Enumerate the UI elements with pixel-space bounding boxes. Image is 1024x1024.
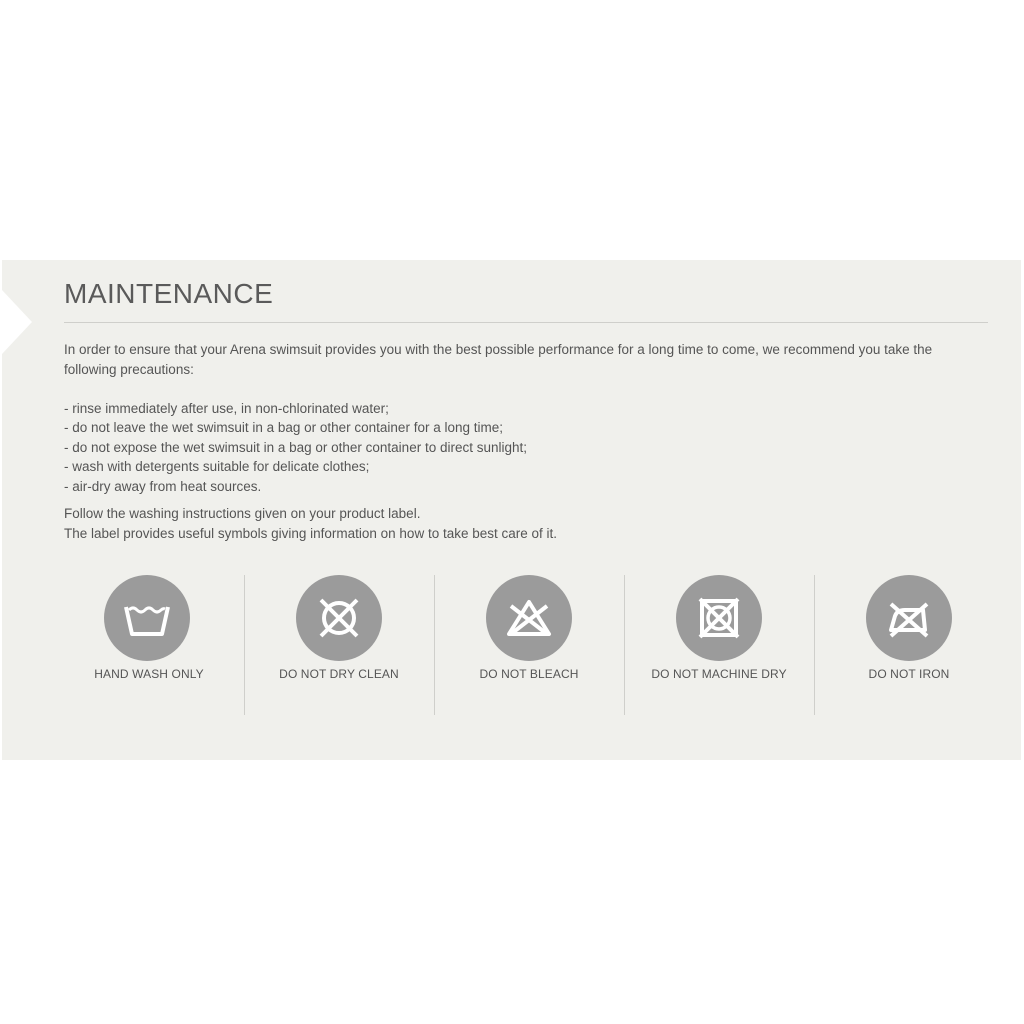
precautions-list	[64, 399, 964, 497]
symbol-label: DO NOT MACHINE DRY	[651, 667, 787, 681]
hand-wash-icon	[104, 575, 190, 661]
follow-instructions-line: Follow the washing instructions given on your product label.	[64, 506, 421, 521]
precaution-item: - do not expose the wet swimsuit in a bag or other container to direct sunlight;	[64, 439, 528, 455]
do-not-bleach-icon	[486, 575, 572, 661]
do-not-machine-dry-icon	[676, 575, 762, 661]
maintenance-text	[64, 340, 964, 543]
precaution-item: - air-dry away from heat sources.	[64, 478, 262, 494]
symbol-label: HAND WASH ONLY	[94, 667, 204, 681]
label-info-line: The label provides useful symbols giving information on how to take best care of it.	[64, 525, 558, 541]
page-title: MAINTENANCE	[64, 278, 274, 309]
precaution-item: - do not leave the wet swimsuit in a bag or other container for a long time;	[64, 420, 503, 435]
symbol-label: DO NOT BLEACH	[479, 667, 579, 681]
do-not-dry-clean-icon	[296, 575, 382, 661]
symbol-label: DO NOT DRY CLEAN	[279, 667, 399, 681]
care-symbols	[54, 575, 1004, 715]
intro-paragraph: In order to ensure that your Arena swimsuit provides you with the best possible performance for a long time to come, we recommend you take the following precautions:	[64, 342, 933, 377]
care-symbol-do-not-iron	[814, 575, 1004, 715]
title-divider	[64, 322, 988, 323]
care-symbol-do-not-machine-dry	[624, 575, 814, 715]
care-symbol-do-not-dry-clean	[244, 575, 434, 715]
arrow-notch	[2, 290, 32, 354]
care-symbol-do-not-bleach	[434, 575, 624, 715]
precaution-item: - wash with detergents suitable for delicate clothes;	[64, 459, 370, 474]
precaution-item: - rinse immediately after use, in non-chlorinated water;	[64, 400, 389, 416]
symbol-label: DO NOT IRON	[868, 667, 950, 681]
care-symbol-hand-wash	[54, 575, 244, 715]
do-not-iron-icon	[866, 575, 952, 661]
maintenance-panel	[2, 260, 1021, 760]
